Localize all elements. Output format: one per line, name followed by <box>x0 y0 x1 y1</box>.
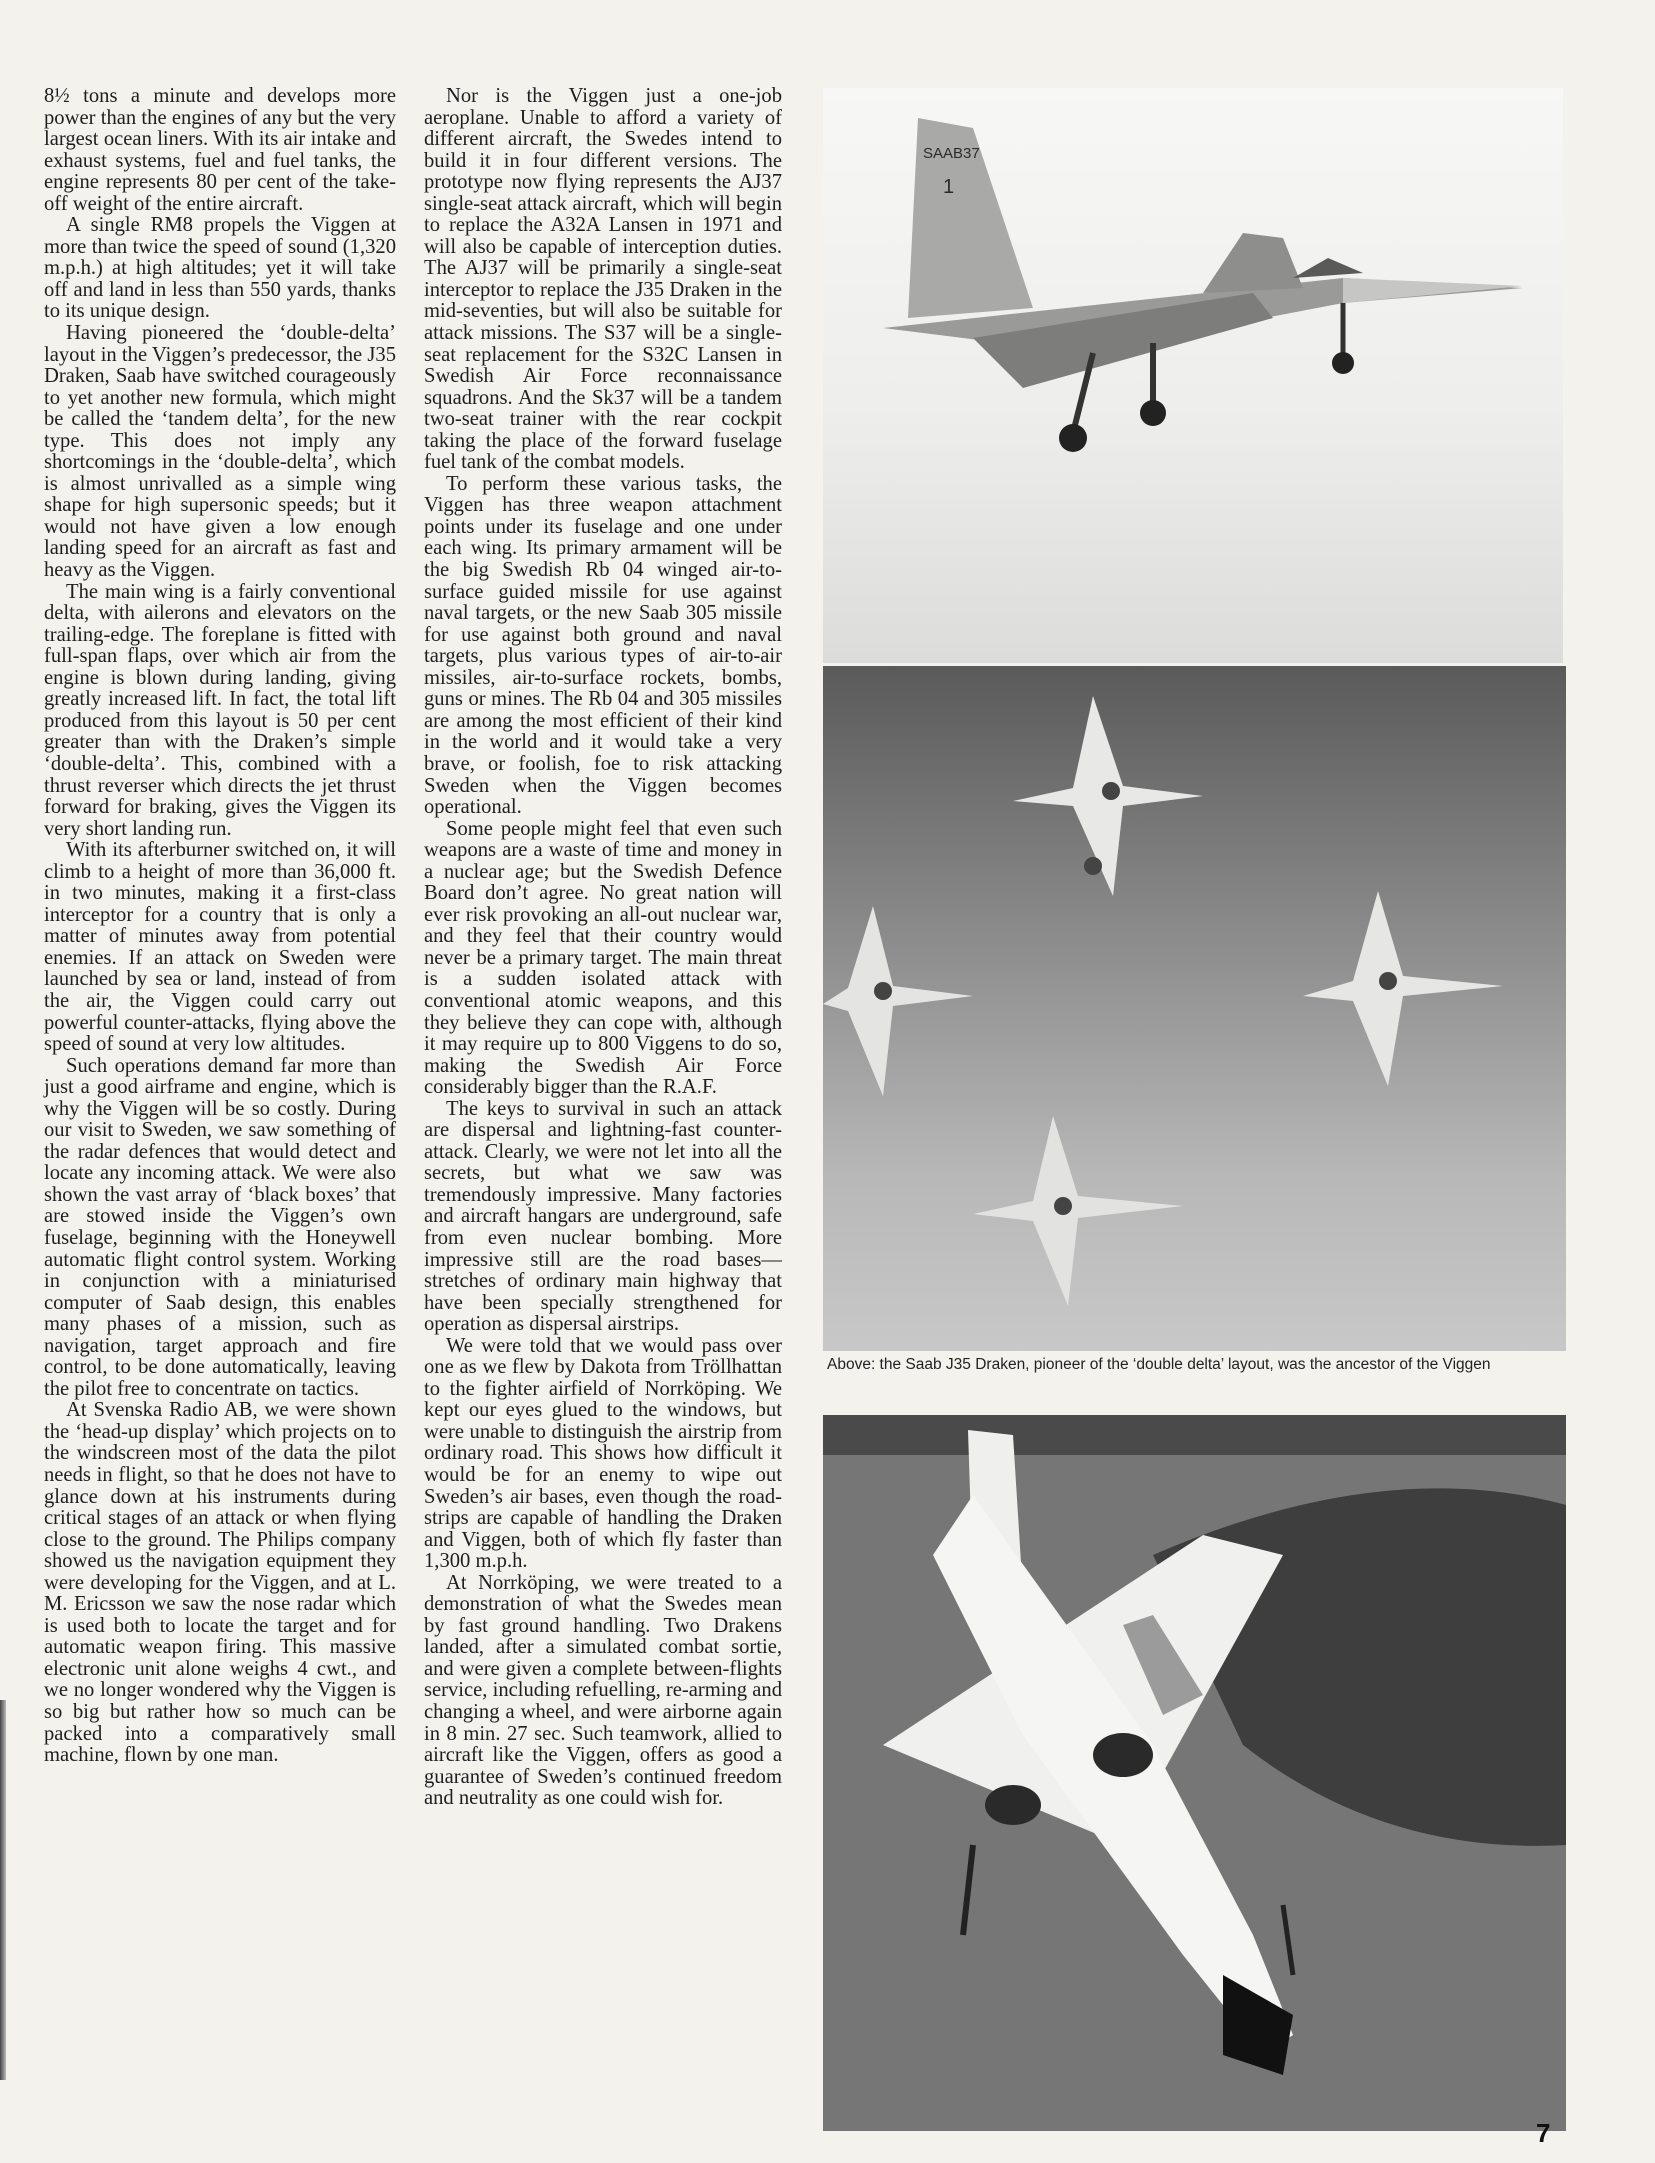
photo-draken-formation <box>823 666 1566 1351</box>
paragraph: Nor is the Viggen just a one-job aeroplane. Unable to afford a variety of different aircraft, the Swedes intend to build it in four different versions. The prototype now flying represents the AJ37 single-seat attack aircraft, which will begin to replace the A32A Lansen in 1971 and will also be capable of interception duties. The AJ37 will be primarily a single-seat interceptor to replace the J35 Draken in the mid-seventies, but will also be suitable for attack missions. The S37 will be a single-seat replacement for the S32C Lansen in Swedish Air Force reconnaissance squadrons. And the Sk37 will be a tandem two-seat trainer with the rear cockpit taking the place of the forward fuselage fuel tank of the combat models. <box>424 85 782 474</box>
paragraph: Some people might feel that even such weapons are a waste of time and money in a nuclear age; but the Swedish Defence Board don’t agree. No great nation will ever risk provoking an all-out nuclear war, and they feel that their country would never be a primary target. The main threat is a sudden isolated attack with conventional atomic weapons, and this they believe they can cope with, although it may require up to 800 Viggens to do so, making the Swedish Air Force considerably bigger than the R.A.F. <box>424 817 782 1099</box>
paragraph: Such operations demand far more than just a good airframe and engine, which is why the Viggen will be so costly. During our visit to Sweden, we saw something of the radar defences that would detect and locate any incoming attack. We were also shown the vast array of ‘black boxes’ that are stowed inside the Viggen’s own fuselage, beginning with the Honeywell automatic flight control system. Working in conjunction with a miniaturised computer of Saab design, this enables many phases of a mission, such as navigation, target approach and fire control, to be done automatically, leaving the pilot free to concentrate on tactics. <box>44 1054 396 1400</box>
paragraph: A single RM8 propels the Viggen at more than twice the speed of sound (1,320 m.p.h.) at high altitudes; yet it will take off and land in less than 550 yards, thanks to its unique design. <box>44 214 396 323</box>
paragraph: We were told that we would pass over one as we flew by Dakota from Tröllhattan to the fighter airfield of Norrköping. We kept our eyes glued to the windows, but were unable to distinguish the airstrip from ordinary road. This shows how difficult it would be for an enemy to wipe out Sweden’s air bases, even though the road-strips are capable of handling the Draken and Viggen, both of which fly faster than 1,300 m.p.h. <box>424 1334 782 1573</box>
paragraph: The main wing is a fairly conventional delta, with ailerons and elevators on the trailing-edge. The foreplane is fitted with full-span flaps, over which air from the engine is blown during landing, giving greatly increased lift. In fact, the total lift produced from this layout is 50 per cent greater than with the Draken’s simple ‘double-delta’. This, combined with a thrust reverser which directs the jet thrust forward for braking, gives the Viggen its very short landing run. <box>44 580 396 840</box>
draken-formation-image <box>823 666 1566 1351</box>
tail-number: 1 <box>943 176 955 198</box>
paragraph: At Svenska Radio AB, we were shown the ‘head-up display’ which projects on to the windscreen most of the data the pilot needs in flight, so that he does not have to glance down at his instruments during critical stages of an attack or when flying close to the ground. The Philips company showed us the navigation equipment they were developing for the Viggen, and at L. M. Ericsson we saw the nose radar which is used both to locate the target and for automatic weapon firing. This massive electronic unit alone weighs 4 cwt., and we no longer wondered why the Viggen is so big but rather how so much can be packed into a comparatively small machine, flown by one man. <box>44 1399 396 1767</box>
paragraph: Having pioneered the ‘double-delta’ layout in the Viggen’s predecessor, the J35 Draken, Saab have switched courageously to yet another new formula, which might be called the ‘tandem delta’, for the new type. This does not imply any shortcomings in the ‘double-delta’, which is almost unrivalled as a simple wing shape for high supersonic speeds; but it would not have given a low enough landing speed for an aircraft as fast and heavy as the Viggen. <box>44 322 396 582</box>
paragraph: At Norrköping, we were treated to a demonstration of what the Swedes mean by fast ground handling. Two Drakens landed, after a simulated combat sortie, and were given a complete between-flights service, including refuelling, re-arming and changing a wheel, and were airborne again in 8 min. 27 sec. Such teamwork, allied to aircraft like the Viggen, offers as good a guarantee of Sweden’s continued freedom and neutrality as one could wish for. <box>424 1571 782 1810</box>
photo-caption: Above: the Saab J35 Draken, pioneer of the ‘double delta’ layout, was the ancestor of the Viggen <box>827 1356 1491 1373</box>
tail-marking: SAAB37 <box>923 145 980 162</box>
article-column-1 <box>44 86 396 1767</box>
photo-viggen-ground <box>823 1415 1566 2131</box>
viggen-ground-image <box>823 1415 1566 2131</box>
photo-viggen-landing <box>823 88 1563 663</box>
article-column-2 <box>424 86 782 1810</box>
viggen-landing-image <box>823 88 1563 663</box>
paragraph: The keys to survival in such an attack are dispersal and lightning-fast counter-attack. Clearly, we were not let into all the secrets, but what we saw was tremendously impressive. Many factories and aircraft hangars are underground, safe from even nuclear bombing. More impressive still are the road bases—stretches of ordinary main highway that have been specially strengthened for operation as dispersal airstrips. <box>424 1097 782 1336</box>
paragraph: 8½ tons a minute and develops more power than the engines of any but the very largest ocean liners. With its air intake and exhaust systems, fuel and fuel tanks, the engine represents 80 per cent of the take-off weight of the entire aircraft. <box>44 85 396 215</box>
paragraph: With its afterburner switched on, it will climb to a height of more than 36,000 ft. in two minutes, making it a first-class interceptor for a country that is only a matter of minutes away from potential enemies. If an attack on Sweden were launched by sea or land, instead of from the air, the Viggen could carry out powerful counter-attacks, flying above the speed of sound at very low altitudes. <box>44 839 396 1056</box>
scan-edge <box>0 1700 6 2080</box>
page-number: 7 <box>1536 2118 1551 2148</box>
paragraph: To perform these various tasks, the Viggen has three weapon attachment points under its fuselage and one under each wing. Its primary armament will be the big Swedish Rb 04 winged air-to-surface guided missile for use against naval targets, or the new Saab 305 missile for use against both ground and naval targets, plus various types of air-to-air missiles, air-to-surface rockets, bombs, guns or mines. The Rb 04 and 305 missiles are among the most efficient of their kind in the world and it would take a very brave, or foolish, foe to risk attacking Sweden when the Viggen becomes operational. <box>424 472 782 819</box>
